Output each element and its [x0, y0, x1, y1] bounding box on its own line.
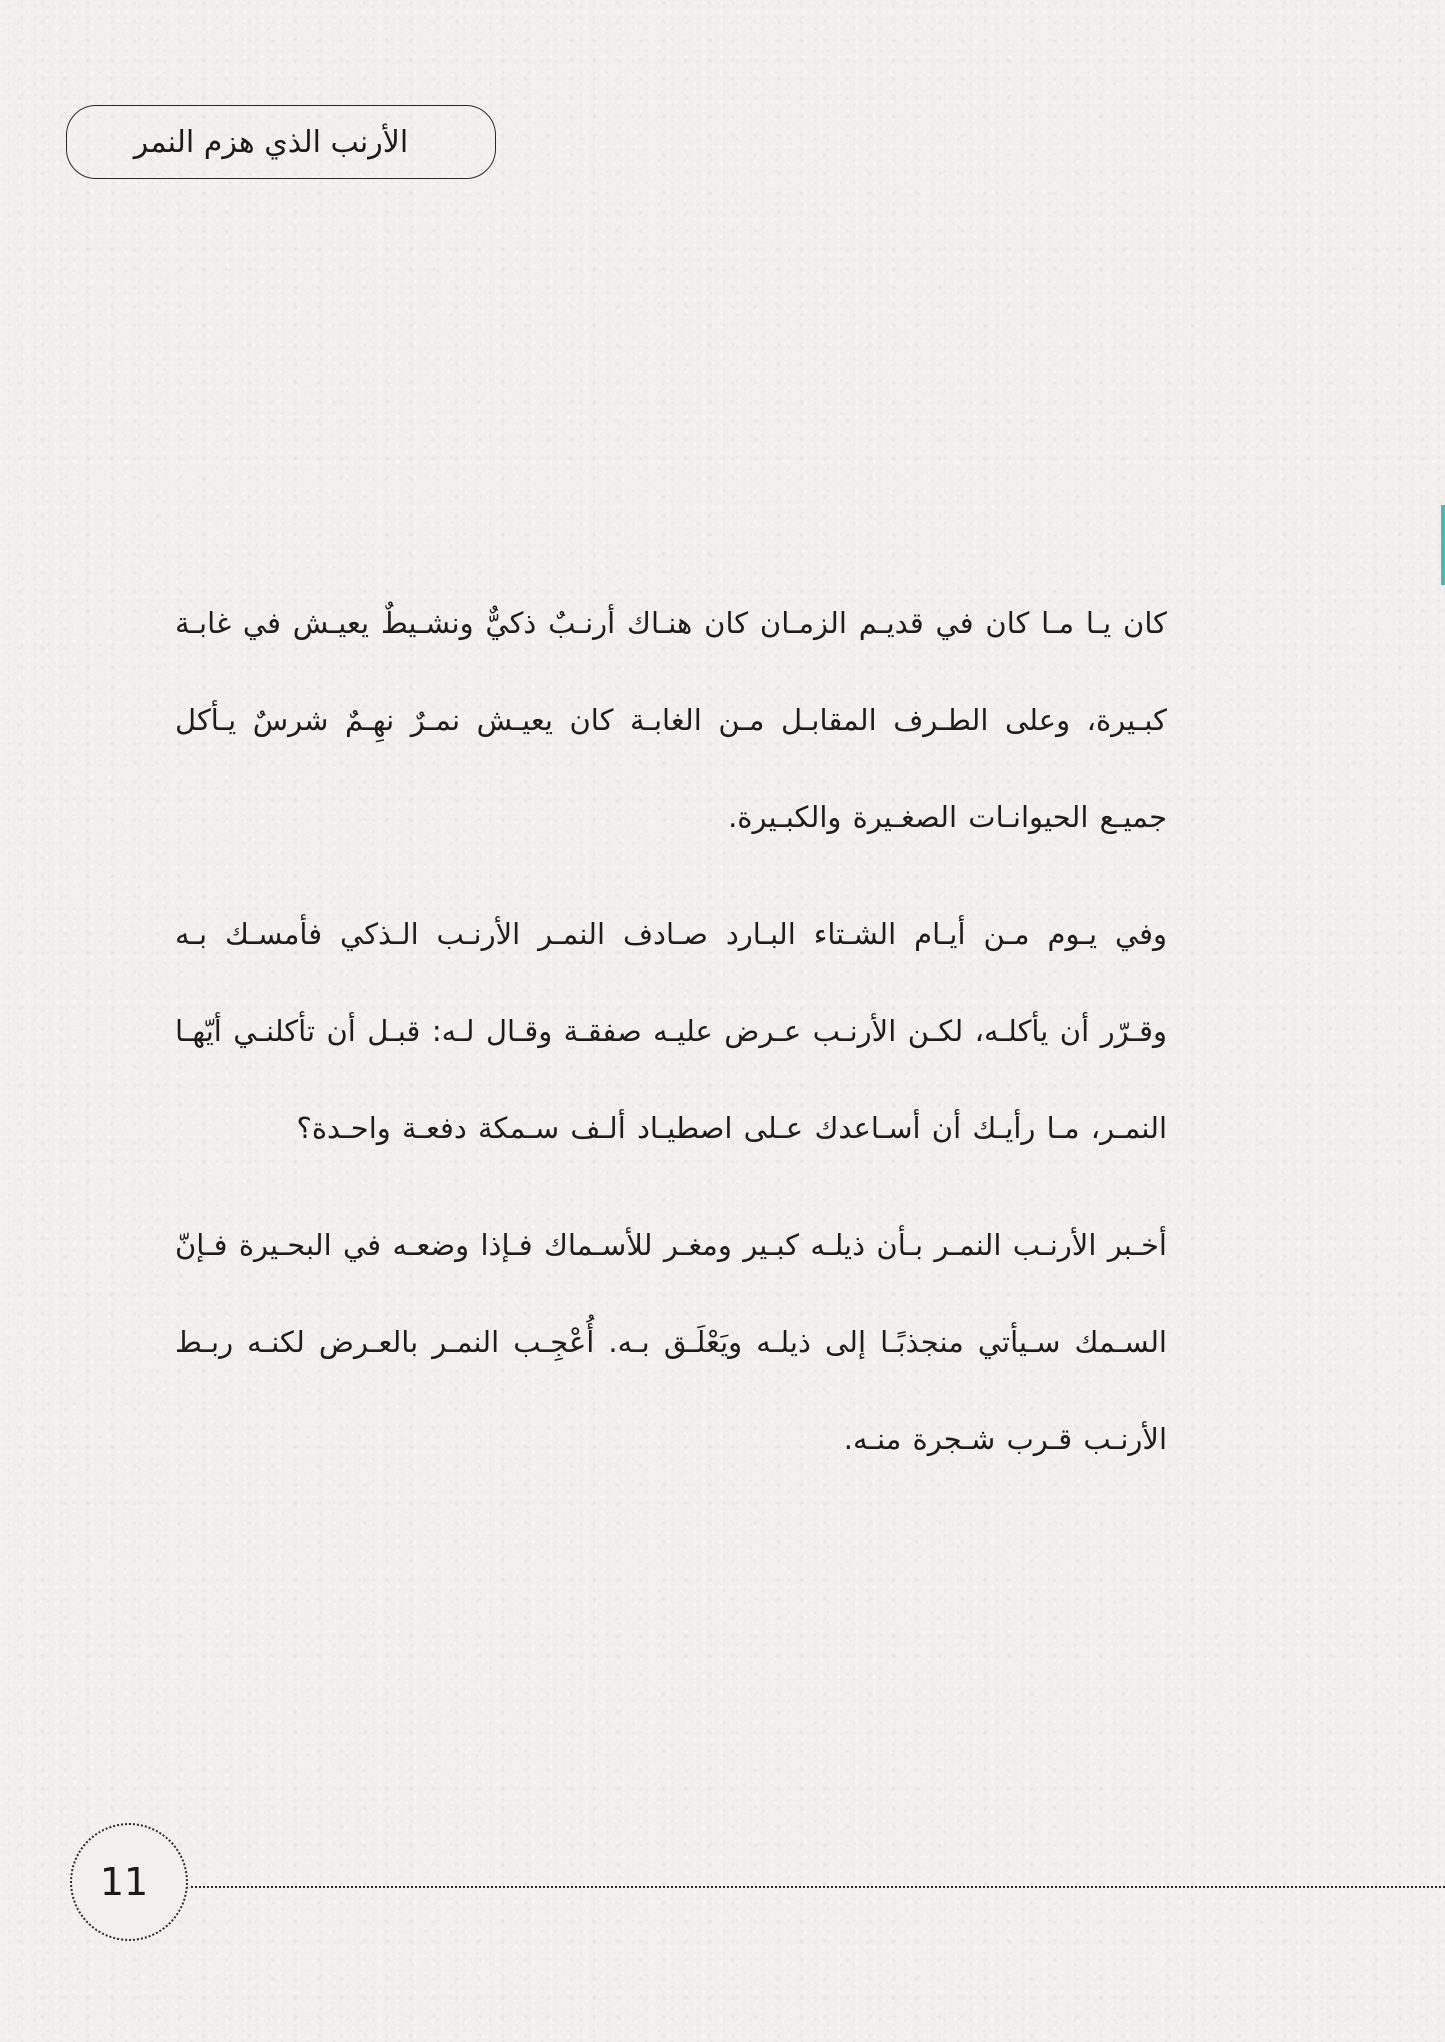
story-paragraph-1: كان يـا مـا كان في قديـم الزمـان كان هنـاك أرنـبٌ ذكيٌّ ونشـيطٌ يعيـش في غابـة كبـيرة، وعلى الطـرف المقابـل مـن الغابـة كان يعيـش نمـرٌ نهِـمٌ شرسٌ يـأكل جميـع الحيوانـات الصغـيرة والكبـيرة.	[175, 606, 1167, 834]
footer-dotted-line	[186, 1886, 1445, 1888]
book-title-badge	[66, 105, 496, 179]
story-paragraph-3: أخـبر الأرنـب النمـر بـأن ذيلـه كبـير ومغـر للأسـماك فـإذا وضعـه في البحـيرة فـإنّ السـمك سـيأتي منجذبًـا إلى ذيلـه ويَعْلَـق بـه. أُعْجِـب النمـر بالعـرض لكنـه ربـط الأرنـب قـرب شـجرة منـه.	[175, 1228, 1167, 1456]
story-body	[175, 575, 1167, 1508]
edge-accent-mark	[1441, 505, 1445, 585]
book-title: الأرنب الذي هزم النمر	[133, 124, 409, 160]
story-paragraph-2: وفي يـوم مـن أيـام الشـتاء البـارد صـادف النمـر الأرنـب الـذكي فأمسـك بـه وقـرّر أن يأكلـه، لكـن الأرنـب عـرض عليـه صفقـة وقـال لـه: قبـل أن تأكلنـي أيّهـا النمـر، مـا رأيـك أن أسـاعدك عـلى اصطيـاد ألـف سـمكة دفعـة واحـدة؟	[175, 917, 1167, 1145]
page-number: 11	[99, 1860, 149, 1904]
page-number-badge	[70, 1823, 188, 1941]
